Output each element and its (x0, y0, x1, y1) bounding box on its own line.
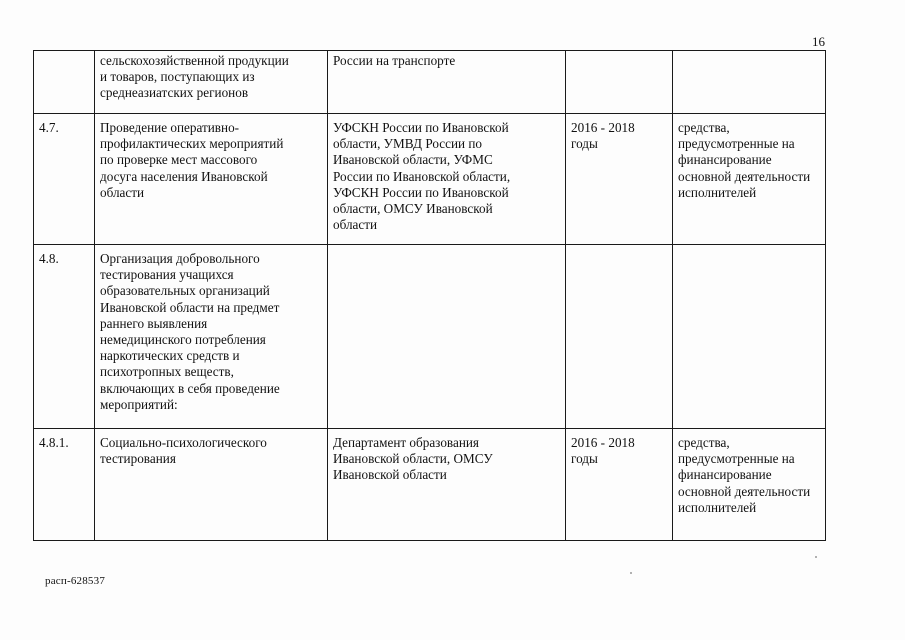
executors: России на транспорте (333, 53, 456, 68)
row-number-cell (34, 114, 95, 245)
row-number: 4.7. (39, 120, 59, 135)
executors: Департамент образования Ивановской области, ОМСУ Ивановской области (333, 435, 493, 483)
executors: УФСКН России по Ивановской области, УМВД России по Ивановской области, УФМС России по Ивановской области, УФСКН России по Ивановской области, ОМСУ Ивановской области (333, 120, 511, 233)
term: 2016 - 2018 годы (571, 435, 635, 467)
scan-speck (815, 556, 817, 558)
document-code: расп-628537 (45, 575, 106, 587)
page-number: 16 (812, 34, 825, 49)
measures-table (33, 50, 826, 541)
measure-name: Социально-психологического тестирования (100, 435, 267, 467)
row-number: 4.8. (39, 251, 59, 266)
funding-source: средства, предусмотренные на финансирование основной деятельности исполнителей (678, 120, 811, 200)
table-row (34, 245, 826, 429)
measure-name-cell (95, 51, 328, 114)
measure-name-cell (95, 245, 328, 429)
executors-cell (328, 114, 566, 245)
funding-source-cell (673, 245, 826, 429)
scan-speck (630, 572, 632, 574)
measure-name: сельскохозяйственной продукции и товаров, поступающих из среднеазиатских регионов (100, 53, 289, 101)
table-row (34, 429, 826, 541)
table-row (34, 51, 826, 114)
executors-cell (328, 51, 566, 114)
term-cell (566, 429, 673, 541)
executors-cell (328, 429, 566, 541)
row-number-cell (34, 429, 95, 541)
term-cell (566, 245, 673, 429)
funding-source-cell (673, 51, 826, 114)
funding-source: средства, предусмотренные на финансирование основной деятельности исполнителей (678, 435, 811, 515)
executors-cell (328, 245, 566, 429)
funding-source-cell (673, 429, 826, 541)
measure-name: Организация добровольного тестирования учащихся образовательных организаций Ивановской области на предмет раннего выявления немедицинского потребления наркотических средств и психотропных веществ, включающих в себя проведение мероприятий: (100, 251, 280, 412)
row-number-cell (34, 245, 95, 429)
measure-name: Проведение оперативно- профилактических мероприятий по проверке мест массового досуга населения Ивановской области (100, 120, 284, 200)
term-cell (566, 51, 673, 114)
row-number-cell (34, 51, 95, 114)
measure-name-cell (95, 429, 328, 541)
term-cell (566, 114, 673, 245)
table-row (34, 114, 826, 245)
funding-source-cell (673, 114, 826, 245)
measure-name-cell (95, 114, 328, 245)
term: 2016 - 2018 годы (571, 120, 635, 152)
row-number: 4.8.1. (39, 435, 69, 450)
